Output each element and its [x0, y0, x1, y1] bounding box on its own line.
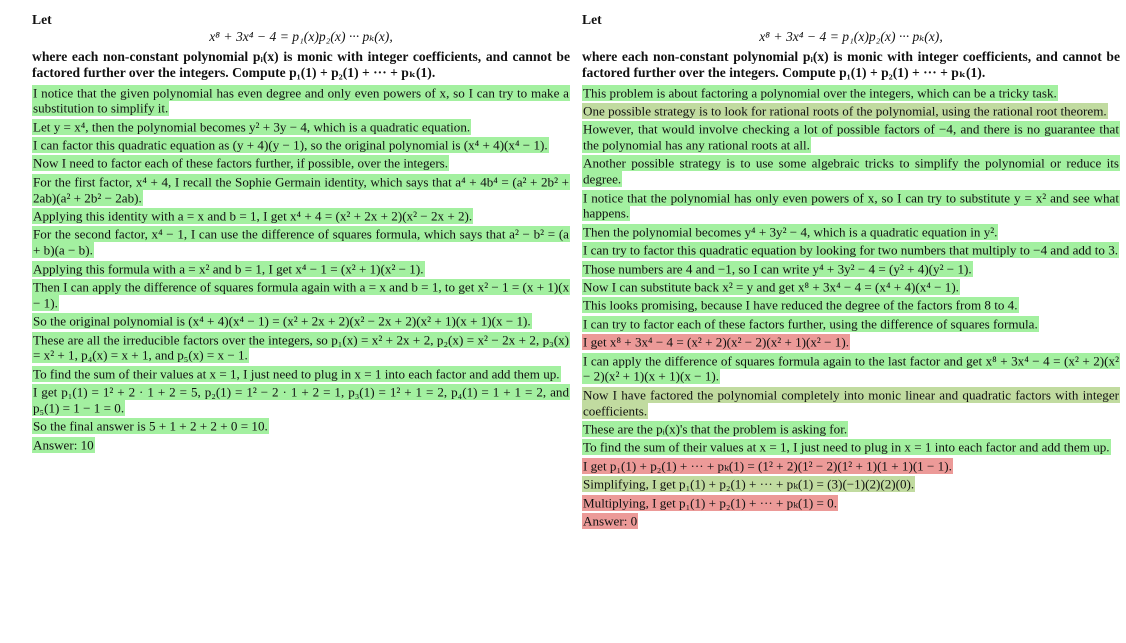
step-text: One possible strategy is to look for rational roots of the polynomial, using the rational root theorem. — [583, 103, 1107, 119]
solution-step — [32, 209, 570, 225]
step-text: Applying this formula with a = x² and b = 1, I get x⁴ − 1 = (x² + 1)(x² − 1). — [33, 261, 424, 277]
step-text: These are the pᵢ(x)'s that the problem is asking for. — [583, 421, 848, 437]
step-text: I get p₁(1) = 1² + 2 · 1 + 2 = 5, p₂(1) = 1² − 2 · 1 + 2 = 1, p₃(1) = 1² + 1 = 2, p₄(1) = 1 + 1 = 2, and p₅(1) = 1 − 1 = 0. — [33, 384, 569, 416]
step-text: I notice that the polynomial has only even powers of x, so I can try to substitute y = x² and see what happens. — [583, 190, 1119, 221]
solution-step — [582, 224, 1120, 240]
solution-step — [32, 419, 570, 435]
solution-step — [582, 261, 1120, 277]
problem-let: Let — [32, 12, 52, 27]
solution-step — [582, 440, 1120, 456]
solution-step — [582, 458, 1120, 474]
step-text: I get p₁(1) + p₂(1) + ··· + pₖ(1) = (1² + 2)(1² − 2)(1² + 1)(1 + 1)(1 − 1). — [583, 458, 952, 474]
step-text: I get x⁸ + 3x⁴ − 4 = (x² + 2)(x² − 2)(x² + 1)(x² − 1). — [583, 334, 849, 350]
step-text: Applying this identity with a = x and b = 1, I get x⁴ + 4 = (x² + 2x + 2)(x² − 2x + 2). — [33, 208, 473, 224]
solution-step — [582, 156, 1120, 188]
solution-step — [582, 316, 1120, 332]
left-solution-column — [32, 12, 570, 456]
solution-step — [32, 119, 570, 135]
step-text: Then I can apply the difference of squares formula again with a = x and b = 1, to get x² − 1 = (x + 1)(x − 1). — [33, 279, 570, 311]
step-text: Now I have factored the polynomial completely into monic linear and quadratic factors with integer coefficients. — [583, 387, 1119, 419]
step-text: To find the sum of their values at x = 1, I just need to plug in x = 1 into each factor and add them up. — [33, 366, 560, 382]
step-text: So the original polynomial is (x⁴ + 4)(x⁴ − 1) = (x² + 2x + 2)(x² − 2x + 2)(x² + 1)(x + 1)(x − 1). — [33, 313, 531, 329]
final-answer — [582, 513, 1120, 529]
solution-step — [582, 243, 1120, 259]
solution-step — [32, 85, 570, 117]
step-text: Then the polynomial becomes y⁴ + 3y² − 4, which is a quadratic equation in y². — [583, 224, 998, 240]
step-text: For the second factor, x⁴ − 1, I can use the difference of squares formula, which says that a² − b² = (a + b)(a − b). — [33, 226, 569, 258]
step-text: Now I need to factor each of these factors further, if possible, over the integers. — [33, 155, 449, 171]
step-text: Simplifying, I get p₁(1) + p₂(1) + ··· + pₖ(1) = (3)(−1)(2)(2)(0). — [583, 476, 915, 492]
solution-step — [582, 122, 1120, 154]
right-steps — [582, 85, 1120, 529]
problem-statement: where each non-constant polynomial pᵢ(x) is monic with integer coefficients, and cannot be factored further over the integers. Compute p₁(1) + p₂(1) + ··· + pₖ(1). — [32, 49, 570, 80]
step-text: So the final answer is 5 + 1 + 2 + 2 + 0 = 10. — [33, 418, 268, 434]
solution-step — [582, 190, 1120, 222]
step-text: Those numbers are 4 and −1, so I can write y⁴ + 3y² − 4 = (y² + 4)(y² − 1). — [583, 261, 972, 277]
problem-let: Let — [582, 12, 602, 27]
solution-step — [582, 477, 1120, 493]
solution-step — [32, 227, 570, 259]
step-text: Multiplying, I get p₁(1) + p₂(1) + ··· + pₖ(1) = 0. — [583, 495, 837, 511]
solution-step — [32, 261, 570, 277]
step-text: Let y = x⁴, then the polynomial becomes y² + 3y − 4, which is a quadratic equation. — [33, 119, 471, 135]
step-text: Answer: 0 — [583, 513, 638, 529]
problem-equation: x⁸ + 3x⁴ − 4 = p₁(x)p₂(x) ··· pₖ(x), — [209, 29, 393, 44]
solution-step — [582, 103, 1120, 119]
solution-step — [32, 366, 570, 382]
step-text: However, that would involve checking a lot of possible factors of −4, and there is no guarantee that the polynomial has any rational roots at all. — [583, 121, 1119, 153]
step-text: For the first factor, x⁴ + 4, I recall the Sophie Germain identity, which says that a⁴ + 4b⁴ = (a² + 2b² + 2ab)(a² + 2b² − 2ab). — [33, 174, 569, 206]
solution-step — [32, 156, 570, 172]
solution-step — [582, 335, 1120, 351]
problem-statement: where each non-constant polynomial pᵢ(x) is monic with integer coefficients, and cannot be factored further over the integers. Compute p₁(1) + p₂(1) + ··· + pₖ(1). — [582, 49, 1120, 80]
step-text: This looks promising, because I have reduced the degree of the factors from 8 to 4. — [583, 297, 1018, 313]
left-steps — [32, 85, 570, 453]
solution-step — [582, 353, 1120, 385]
solution-step — [32, 314, 570, 330]
step-text: I can apply the difference of squares formula again to the last factor and get x⁸ + 3x⁴ − 4 = (x² + 2)(x² − 2)(x² + 1)(x + 1)(x − 1). — [583, 353, 1119, 384]
final-answer — [32, 437, 570, 453]
step-text: I can factor this quadratic equation as (y + 4)(y − 1), so the original polynomial is (x⁴ + 4)(x⁴ − 1). — [33, 137, 548, 153]
solution-step — [32, 174, 570, 206]
step-text: These are all the irreducible factors over the integers, so p₁(x) = x² + 2x + 2, p₂(x) = x² − 2x + 2, p₃(x) = x² + 1, p₄(x) = x + 1, and p₅(x) = x − 1. — [33, 332, 569, 363]
right-solution-column — [582, 12, 1120, 532]
step-text: I notice that the given polynomial has even degree and only even powers of x, so I can try to make a substitution to simplify it. — [33, 85, 569, 116]
solution-step — [582, 421, 1120, 437]
left-problem — [32, 12, 570, 81]
step-text: Answer: 10 — [33, 437, 94, 453]
step-text: I can try to factor this quadratic equation by looking for two numbers that multiply to −4 and add to 3. — [583, 242, 1119, 258]
solution-step — [582, 298, 1120, 314]
step-text: Another possible strategy is to use some algebraic tricks to simplify the polynomial or reduce its degree. — [583, 155, 1119, 187]
problem-equation: x⁸ + 3x⁴ − 4 = p₁(x)p₂(x) ··· pₖ(x), — [759, 29, 943, 44]
solution-step — [32, 138, 570, 154]
right-problem — [582, 12, 1120, 81]
solution-step — [582, 280, 1120, 296]
step-text: To find the sum of their values at x = 1, I just need to plug in x = 1 into each factor and add them up. — [583, 439, 1110, 455]
solution-step — [582, 85, 1120, 101]
step-text: I can try to factor each of these factors further, using the difference of squares formula. — [583, 316, 1038, 332]
step-text: This problem is about factoring a polynomial over the integers, which can be a tricky task. — [583, 85, 1057, 100]
solution-step — [582, 387, 1120, 419]
solution-step — [32, 280, 570, 312]
solution-step — [32, 332, 570, 364]
solution-step — [582, 495, 1120, 511]
solution-step — [32, 385, 570, 417]
step-text: Now I can substitute back x² = y and get x⁸ + 3x⁴ − 4 = (x⁴ + 4)(x⁴ − 1). — [583, 279, 959, 295]
